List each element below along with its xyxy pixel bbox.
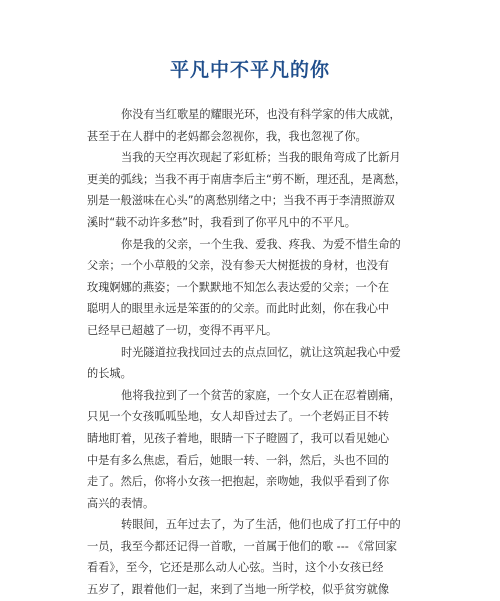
- paragraph-line: 一员，我至今都还记得一首歌，一首属于他们的歌 --- 《常回家: [87, 539, 398, 553]
- paragraph-4: [87, 342, 409, 385]
- paragraph-1: [87, 104, 409, 147]
- paragraph-line: 你没有当红歌星的耀眼光环，也没有科学家的伟大成就，: [121, 108, 401, 121]
- paragraph-line: 玫瑰婀娜的燕姿；一个默默地不知怎么表达爱的父亲；一个在: [87, 280, 390, 294]
- paragraph-line: 时光隧道拉我找回过去的点点回忆，就让这筑起我心中爱: [121, 345, 401, 359]
- paragraph-line: 已经早已超越了一切，变得不再平凡。: [87, 323, 278, 337]
- paragraph-line: 别是一般滋味在心头”的离愁别绪之中；当我不再于李清照游双: [87, 194, 395, 208]
- paragraph-line: 五岁了，跟着他们一起，来到了当地一所学校，似乎贫穷就像: [87, 583, 390, 597]
- paragraph-line: 聪明人的眼里永远是笨蛋的的父亲。而此时此刻，你在我心中: [87, 302, 390, 316]
- paragraph-line: 甚至于在人群中的老妈都会忽视你，我，我也忽视了你。: [87, 129, 367, 143]
- document-body: [87, 104, 409, 601]
- paragraph-3: [87, 234, 409, 342]
- paragraph-line: 当我的天空再次现起了彩虹桥；当我的眼角弯成了比新月: [121, 151, 401, 165]
- paragraph-line: 转眼间，五年过去了，为了生活，他们也成了打工仔中的: [121, 518, 401, 532]
- paragraph-line: 父亲；一个小草般的父亲，没有参天大树挺拔的身材，也没有: [87, 259, 390, 273]
- paragraph-5: [87, 385, 409, 515]
- paragraph-line: 你是我的父亲，一个生我、爱我、疼我、为爱不惜生命的: [121, 237, 401, 251]
- paragraph-6: [87, 514, 409, 600]
- paragraph-line: 睛地盯着，见孩子着地，眼睛一下子瞪圆了，我可以看见她心: [87, 431, 390, 445]
- paragraph-line: 溪时“载不动许多愁”时，我看到了你平凡中的不平凡。: [87, 215, 356, 229]
- paragraph-line: 中是有多么焦虑，看后，她眼一转、一斜，然后，头也不回的: [87, 453, 390, 467]
- paragraph-line: 更美的弧线；当我不再于南唐李后主“剪不断，理还乱，是离愁，: [87, 172, 407, 186]
- document-title: 平凡中不平凡的你: [169, 59, 330, 81]
- paragraph-line: 的长城。: [87, 367, 132, 381]
- paragraph-line: 走了。然后，你将小女孩一把抱起，亲吻她，我似乎看到了你: [87, 475, 390, 489]
- paragraph-line: 只见一个女孩呱呱坠地，女人却昏过去了。一个老妈正目不转: [87, 410, 390, 424]
- paragraph-line: 他将我拉到了一个贫苦的家庭，一个女人正在忍着剧痛，: [121, 388, 401, 402]
- paragraph-line: 看看》，至今，它还是那么动人心弦。当时，这个小女孩已经: [87, 561, 384, 575]
- paragraph-line: 高兴的表情。: [87, 496, 155, 510]
- paragraph-2: [87, 147, 409, 233]
